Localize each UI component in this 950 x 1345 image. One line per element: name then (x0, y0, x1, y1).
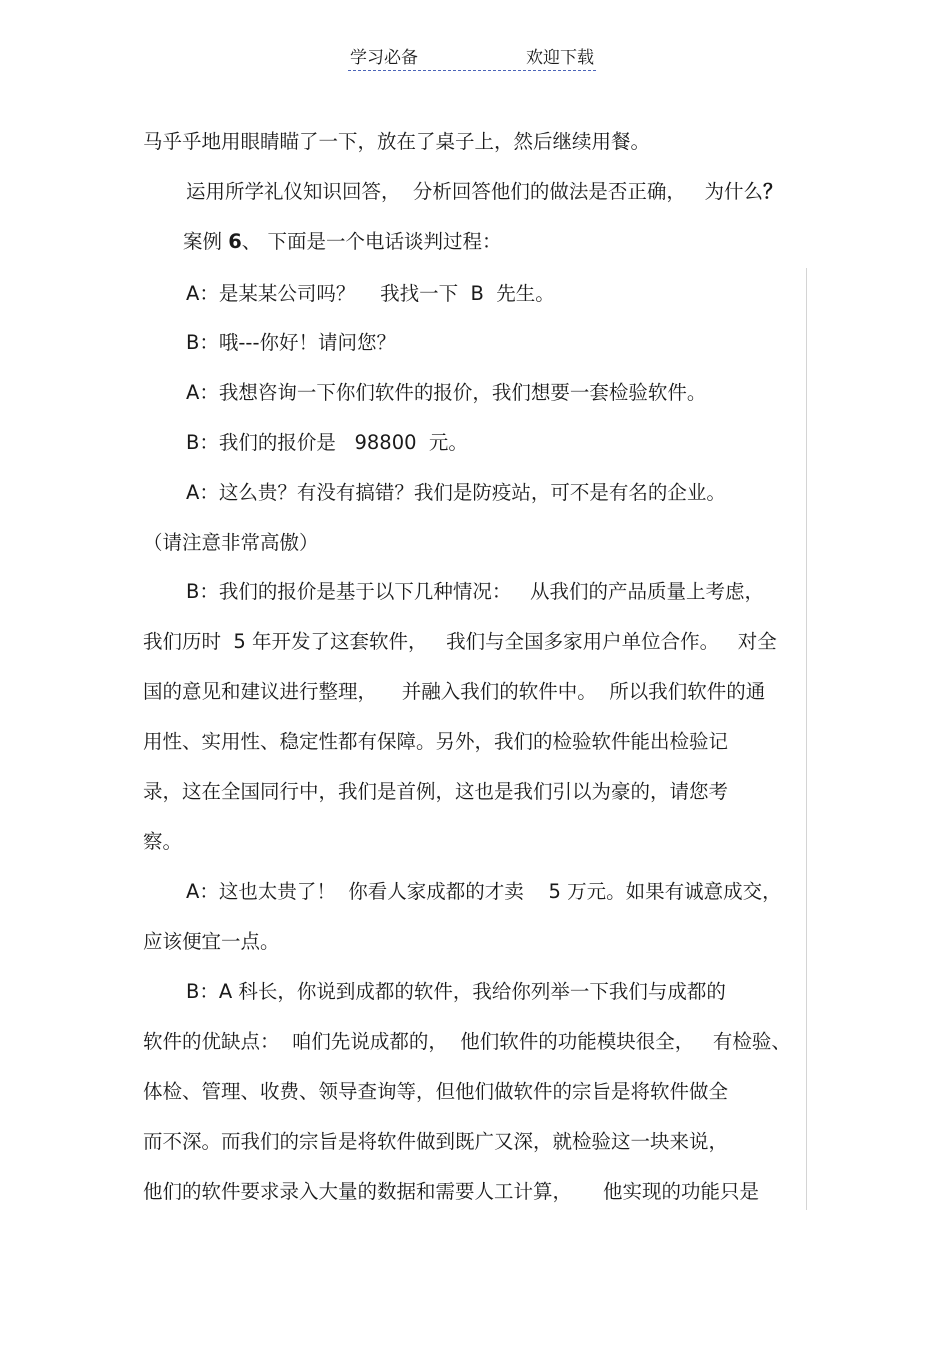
question-text: 运用所学礼仪知识回答， 分析回答他们的做法是否正确， 为什么 (186, 180, 763, 203)
dialogue-line-b3: B：我们的报价是基于以下几种情况： 从我们的产品质量上考虑， (186, 580, 764, 603)
paragraph-line: 他们的软件要求录入大量的数据和需要人工计算， 他实现的功能只是 (143, 1180, 759, 1203)
case-number: 6 (228, 230, 242, 253)
question-line (186, 178, 783, 206)
paragraph-line: 察。 (143, 830, 183, 853)
dialogue-line-a2: A：我想咨询一下你们软件的报价，我们想要一套检验软件。 (186, 381, 707, 404)
dialogue-line-b4: B：A 科长，你说到成都的软件，我给你列举一下我们与成都的 (186, 980, 726, 1003)
dialogue-line-a4: A：这也太贵了！ 你看人家成都的才卖 5 万元。如果有诚意成交， (186, 880, 782, 903)
header-left-text: 学习必备 (350, 48, 418, 68)
paragraph-line: 软件的优缺点： 咱们先说成都的， 他们软件的功能模块很全， 有检验、 (143, 1030, 791, 1053)
dialogue-line-a3: A：这么贵？有没有搞错？我们是防疫站，可不是有名的企业。 (186, 481, 726, 504)
paragraph-line: 而不深。而我们的宗旨是将软件做到既广又深，就检验这一块来说， (143, 1130, 729, 1153)
paragraph-line: 录，这在全国同行中，我们是首例，这也是我们引以为豪的，请您考 (143, 780, 729, 803)
case-heading (183, 228, 501, 256)
page-header (348, 46, 596, 71)
paragraph-line: 国的意见和建议进行整理， 并融入我们的软件中。 所以我们软件的通 (143, 680, 766, 703)
case-heading-text: 、 下面是一个电话谈判过程： (241, 230, 502, 253)
paragraph-line: 我们历时 5 年开发了这套软件， 我们与全国多家用户单位合作。 对全 (143, 630, 777, 653)
paragraph-line: 应该便宜一点。 (143, 930, 280, 953)
dialogue-line-b2: B：我们的报价是 98800 元。 (186, 431, 468, 454)
stage-note: （请注意非常高傲） (143, 531, 319, 554)
question-mark: ？ (763, 180, 783, 203)
right-margin-line (806, 268, 807, 1210)
paragraph-line: 用性、实用性、稳定性都有保障。另外，我们的检验软件能出检验记 (143, 730, 729, 753)
header-right-text: 欢迎下载 (526, 48, 594, 68)
paragraph-line: 体检、管理、收费、领导查询等，但他们做软件的宗旨是将软件做全 (143, 1080, 729, 1103)
dialogue-line-b1: B：哦---你好！请问您？ (186, 331, 396, 354)
case-heading-prefix: 案例 (183, 230, 229, 253)
dialogue-line-a1: A：是某某公司吗？ 我找一下 B 先生。 (186, 282, 555, 305)
text-line-1: 马乎乎地用眼睛瞄了一下，放在了桌子上，然后继续用餐。 (143, 130, 651, 153)
